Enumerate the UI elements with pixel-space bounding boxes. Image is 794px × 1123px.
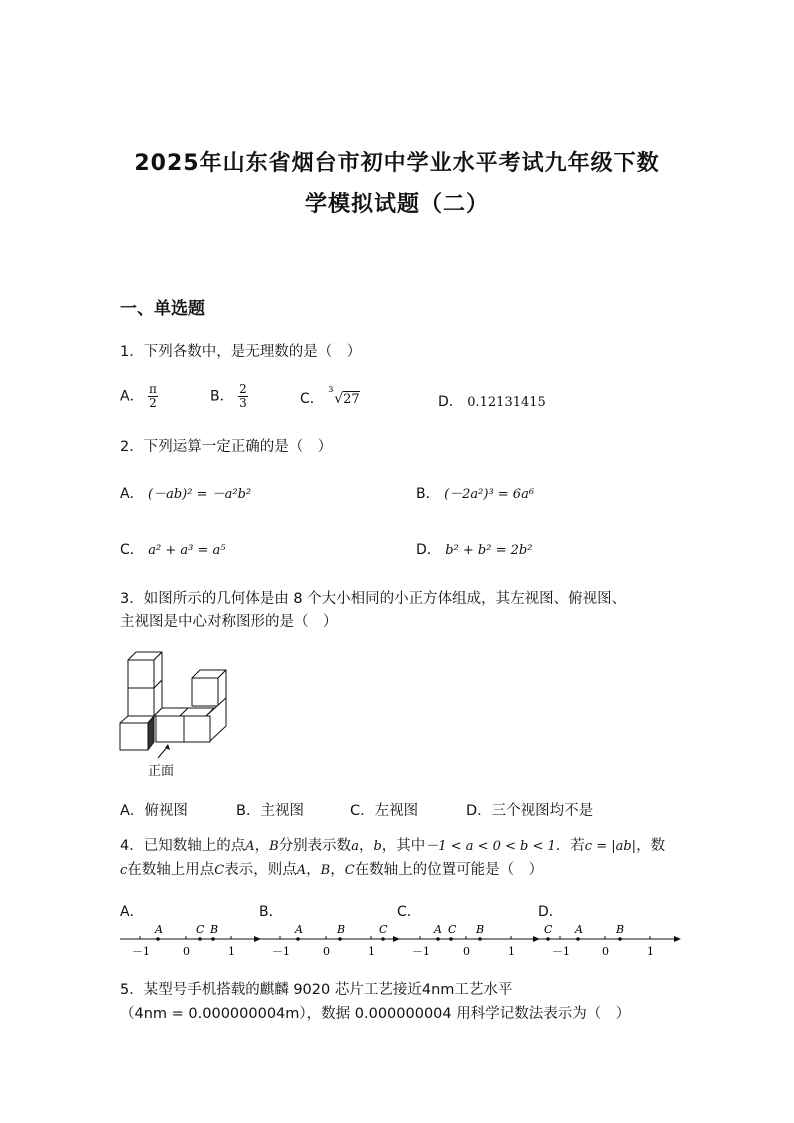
question-1-stem: 1．下列各数中，是无理数的是（ ）	[120, 344, 362, 360]
question-3-stem-line-2: 主视图是中心对称图形的是（ ）	[120, 614, 338, 630]
point-c	[449, 937, 453, 941]
tick-label: 1	[368, 945, 375, 958]
point-a	[296, 937, 300, 941]
cube-solid-figure	[116, 648, 236, 760]
point-label: A	[295, 923, 303, 936]
point-label: A	[575, 923, 583, 936]
point-label: A	[155, 923, 163, 936]
q2-option-d: D． b² + b² = 2b²	[416, 542, 533, 558]
point-c	[546, 937, 550, 941]
q4-option-d-label: D．	[538, 904, 563, 920]
point-label: C	[196, 923, 205, 936]
number-lines-figure	[118, 918, 684, 962]
front-label: 正面	[148, 764, 175, 779]
axis-arrow	[533, 936, 540, 942]
point-label: C	[544, 923, 553, 936]
q1-option-a: A． $\frac{\pi}{2}$	[120, 382, 157, 410]
q4-option-a-label: A．	[120, 904, 144, 920]
fraction: $\frac{\pi}{2}$	[149, 382, 157, 410]
tick-label: －1	[552, 945, 570, 958]
point-c	[381, 937, 385, 941]
question-4-stem-line-1: 4．已知数轴上的点A，B分别表示数a，b，其中－1 < a < 0 < b < 1．若c = |ab|，数	[120, 838, 666, 854]
q4-option-b-label: B．	[259, 904, 283, 920]
tick-label: 0	[463, 945, 470, 958]
q2-option-b: B． (－2a²)³ = 6a⁶	[416, 486, 535, 502]
fraction: $\frac{2}{3}$	[239, 382, 247, 410]
section-heading: 一、单选题	[120, 299, 205, 319]
point-b	[618, 937, 622, 941]
paper-title-line-2: 学模拟试题（二）	[304, 192, 489, 217]
radical-sign: √	[334, 391, 344, 407]
question-5-stem-line-1: 5．某型号手机搭载的麒麟 9020 芯片工艺接近4nm工艺水平	[120, 982, 513, 998]
point-b	[478, 937, 482, 941]
question-5-stem-line-2: （4nm = 0.000000004m），数据 0.000000004 用科学记数法表示为（ ）	[120, 1006, 631, 1022]
tick-label: 0	[323, 945, 330, 958]
q3-option-b: B．主视图	[236, 803, 304, 819]
tick-label: 1	[508, 945, 515, 958]
point-label: C	[448, 923, 457, 936]
question-4-stem-line-2: c在数轴上用点C表示，则点A，B，C在数轴上的位置可能是（ ）	[120, 862, 544, 878]
q2-option-a: A． (－ab)² = －a²b²	[120, 486, 252, 502]
q4-option-c-label: C．	[397, 904, 421, 920]
point-label: B	[476, 923, 485, 936]
point-a	[156, 937, 160, 941]
tick-label: －1	[412, 945, 430, 958]
tick-label: 0	[602, 945, 609, 958]
point-a	[436, 937, 440, 941]
point-b	[211, 937, 215, 941]
q2-option-c: C． a² + a³ = a⁵	[120, 542, 226, 558]
q1-option-b: B． $\frac{2}{3}$	[210, 382, 247, 410]
tick-label: 0	[183, 945, 190, 958]
q3-option-d: D．三个视图均不是	[466, 803, 594, 819]
point-a	[576, 937, 580, 941]
tick-label: －1	[272, 945, 290, 958]
point-label: B	[337, 923, 346, 936]
point-label: A	[434, 923, 442, 936]
paper-title-line-1: 2025年山东省烟台市初中学业水平考试九年级下数	[134, 151, 660, 176]
point-c	[198, 937, 202, 941]
point-label: C	[379, 923, 388, 936]
q1-option-d: D． 0.12131415	[438, 394, 546, 410]
q1-option-c: C． 3 √27	[300, 385, 360, 407]
tick-label: －1	[132, 945, 150, 958]
tick-label: 1	[647, 945, 654, 958]
point-b	[338, 937, 342, 941]
axis-arrow	[254, 936, 261, 942]
point-label: B	[210, 923, 219, 936]
tick-label: 1	[228, 945, 235, 958]
cube-root: 3 √27	[328, 385, 360, 407]
question-3-stem-line-1: 3．如图所示的几何体是由 8 个大小相同的小正方体组成，其左视图、俯视图、	[120, 591, 627, 607]
axis-arrow	[674, 936, 681, 942]
q3-option-c: C．左视图	[350, 803, 419, 819]
axis-arrow	[393, 936, 400, 942]
question-2-stem: 2．下列运算一定正确的是（ ）	[120, 439, 333, 455]
q3-option-a: A．俯视图	[120, 803, 188, 819]
point-label: B	[616, 923, 625, 936]
